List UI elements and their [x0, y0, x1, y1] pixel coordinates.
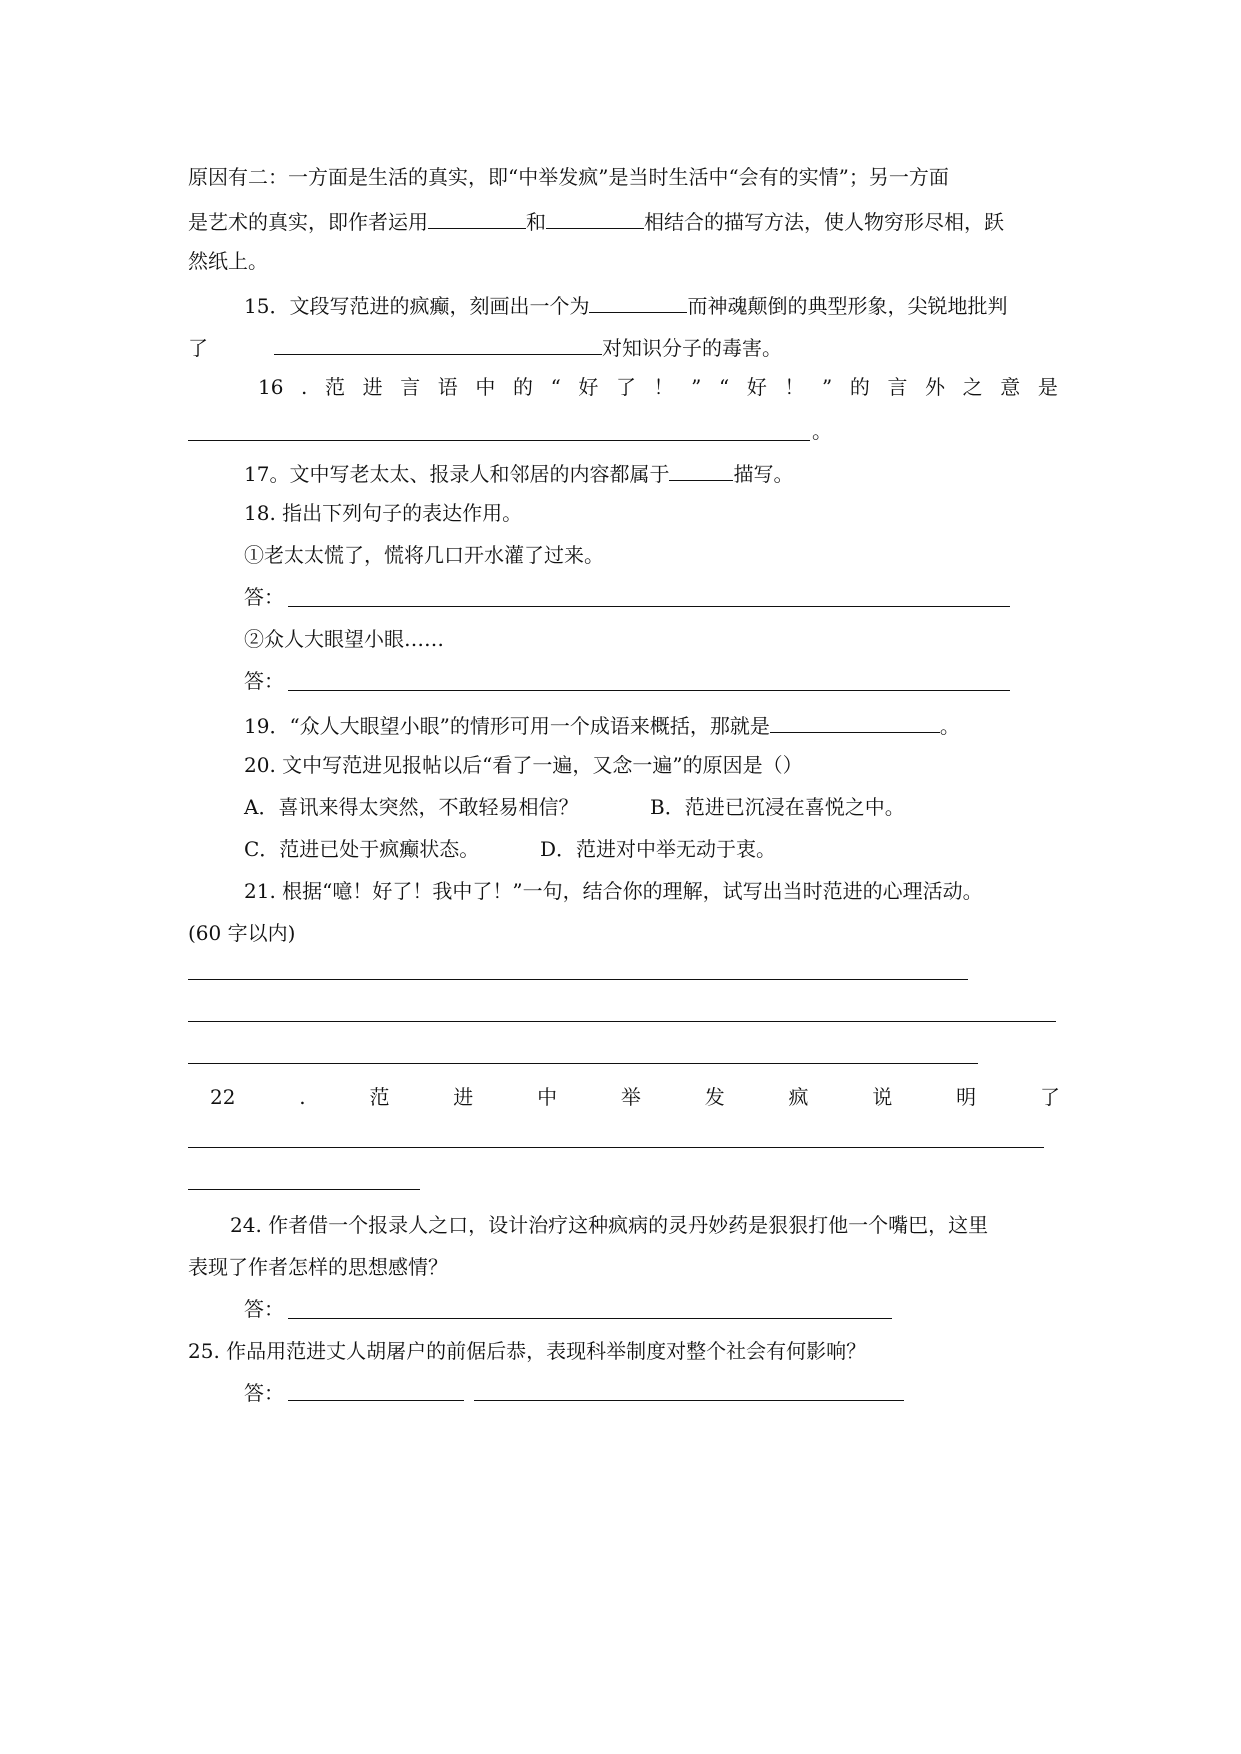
q16-char: 言	[887, 375, 908, 399]
q16-char: ！	[784, 375, 805, 399]
q15-text-b: 而神魂颠倒的典型形象，尖锐地批判	[687, 294, 1008, 318]
q21-answer-line-1[interactable]	[188, 979, 968, 980]
q19-text-a: 19．“众人大眼望小眼”的情形可用一个成语来概括，那就是	[244, 714, 770, 738]
q16-char: 好	[578, 375, 599, 399]
q14-line-2-text-a: 是艺术的真实，即作者运用	[188, 210, 428, 234]
q22-char: 举	[620, 1085, 641, 1109]
q21-line-2: (60 字以内)	[188, 921, 296, 945]
q16-char: 16	[258, 375, 284, 399]
q16-char: 言	[400, 375, 421, 399]
q22-char: 疯	[788, 1085, 809, 1109]
q21-answer-line-2[interactable]	[188, 1021, 1056, 1022]
q15-text-a: 15．文段写范进的疯癫，刻画出一个为	[244, 294, 590, 318]
q18-title: 18. 指出下列句子的表达作用。	[244, 501, 523, 525]
q18-answer-label-1: 答：	[244, 585, 284, 609]
q16-char: 的	[512, 375, 533, 399]
q16-char: 好	[746, 375, 767, 399]
q25-answer-line-1[interactable]	[288, 1400, 464, 1401]
q16-char: .	[301, 375, 308, 399]
q16-char: 是	[1037, 375, 1058, 399]
q21-line-1: 21. 根据“噫！好了！我中了！”一句，结合你的理解，试写出当时范进的心理活动。	[244, 879, 983, 903]
q17-line	[244, 458, 793, 486]
q18-sentence-2: ②众人大眼望小眼……	[244, 627, 444, 651]
q22-char: 中	[537, 1085, 558, 1109]
q22-char: 说	[872, 1085, 893, 1109]
q24-answer-label: 答：	[244, 1297, 284, 1321]
q18-sentence-1: ①老太太慌了，慌将几口开水灌了过来。	[244, 543, 604, 567]
q16-char: 了	[615, 375, 636, 399]
q22-char: 进	[453, 1085, 474, 1109]
q19-line	[244, 710, 960, 738]
q17-text-b: 描写。	[733, 462, 794, 486]
q16-char: 外	[925, 375, 946, 399]
q14-blank-1[interactable]	[428, 206, 526, 229]
q25-answer-line-2[interactable]	[474, 1400, 904, 1401]
q16-char: 进	[362, 375, 383, 399]
q18-answer-line-2[interactable]	[288, 690, 1010, 691]
q16-char: ”	[691, 375, 702, 399]
q21-answer-line-3[interactable]	[188, 1063, 978, 1064]
q20-title: 20. 文中写范进见报帖以后“看了一遍，又念一遍”的原因是（）	[244, 753, 803, 777]
q24-answer-line[interactable]	[288, 1318, 892, 1319]
q15-text-d: 对知识分子的毒害。	[602, 336, 782, 360]
q22-answer-line-1[interactable]	[188, 1147, 1044, 1148]
q15-text-c: 了	[188, 336, 208, 360]
q14-line-2	[188, 206, 1004, 234]
q16-char: ！	[653, 375, 674, 399]
q19-text-b: 。	[939, 714, 960, 738]
q20-option-a[interactable]: A．喜讯来得太突然，不敢轻易相信？	[244, 795, 579, 819]
q20-option-b[interactable]: B．范进已沉浸在喜悦之中。	[650, 795, 905, 819]
q25-answer-label: 答：	[244, 1381, 284, 1405]
q16-char: “	[550, 375, 561, 399]
q22-answer-line-2[interactable]	[188, 1189, 420, 1190]
q14-blank-2[interactable]	[546, 206, 644, 229]
q25-line-1: 25. 作品用范进丈人胡屠户的前倨后恭，表现科举制度对整个社会有何影响？	[188, 1339, 867, 1363]
q22-char: 发	[704, 1085, 725, 1109]
q18-answer-line-1[interactable]	[288, 606, 1010, 607]
q20-option-d[interactable]: D．范进对中举无动于衷。	[540, 837, 777, 861]
q24-line-1: 24. 作者借一个报录人之口，设计治疗这种疯病的灵丹妙药是狠狠打他一个嘴巴，这里	[230, 1213, 989, 1237]
q16-char: 语	[437, 375, 458, 399]
q22-char: .	[299, 1085, 306, 1109]
q16-line-1	[258, 374, 1058, 402]
q16-char: ”	[822, 375, 833, 399]
q22-char: 22	[210, 1085, 236, 1109]
q15-blank-1[interactable]	[589, 290, 687, 313]
q22-line-1	[210, 1084, 1060, 1112]
q16-char: 意	[1000, 375, 1021, 399]
q14-line-3: 然纸上。	[188, 249, 268, 273]
q19-blank[interactable]	[770, 710, 940, 733]
q18-answer-label-2: 答：	[244, 669, 284, 693]
q15-blank-2[interactable]	[274, 332, 602, 355]
q16-char: 中	[475, 375, 496, 399]
q16-char: “	[719, 375, 730, 399]
q16-char: 之	[962, 375, 983, 399]
q14-line-2-text-c: 相结合的描写方法，使人物穷形尽相，跃	[644, 210, 1004, 234]
q17-blank[interactable]	[669, 458, 733, 481]
q15-line-2	[188, 332, 782, 360]
q22-char: 明	[956, 1085, 977, 1109]
q15-line-1	[244, 290, 1007, 318]
q16-end-mark: 。	[812, 419, 832, 443]
q22-char: 范	[369, 1085, 390, 1109]
q24-line-2: 表现了作者怎样的思想感情？	[188, 1255, 448, 1279]
q14-line-2-text-b: 和	[526, 210, 546, 234]
q14-line-1: 原因有二：一方面是生活的真实，即“中举发疯”是当时生活中“会有的实情”；另一方面	[188, 165, 949, 189]
q20-option-c[interactable]: C．范进已处于疯癫状态。	[244, 837, 480, 861]
q16-answer-line[interactable]	[188, 440, 810, 441]
q17-text-a: 17。文中写老太太、报录人和邻居的内容都属于	[244, 462, 670, 486]
q16-char: 的	[849, 375, 870, 399]
q16-char: 范	[325, 375, 345, 399]
q22-char: 了	[1039, 1085, 1060, 1109]
